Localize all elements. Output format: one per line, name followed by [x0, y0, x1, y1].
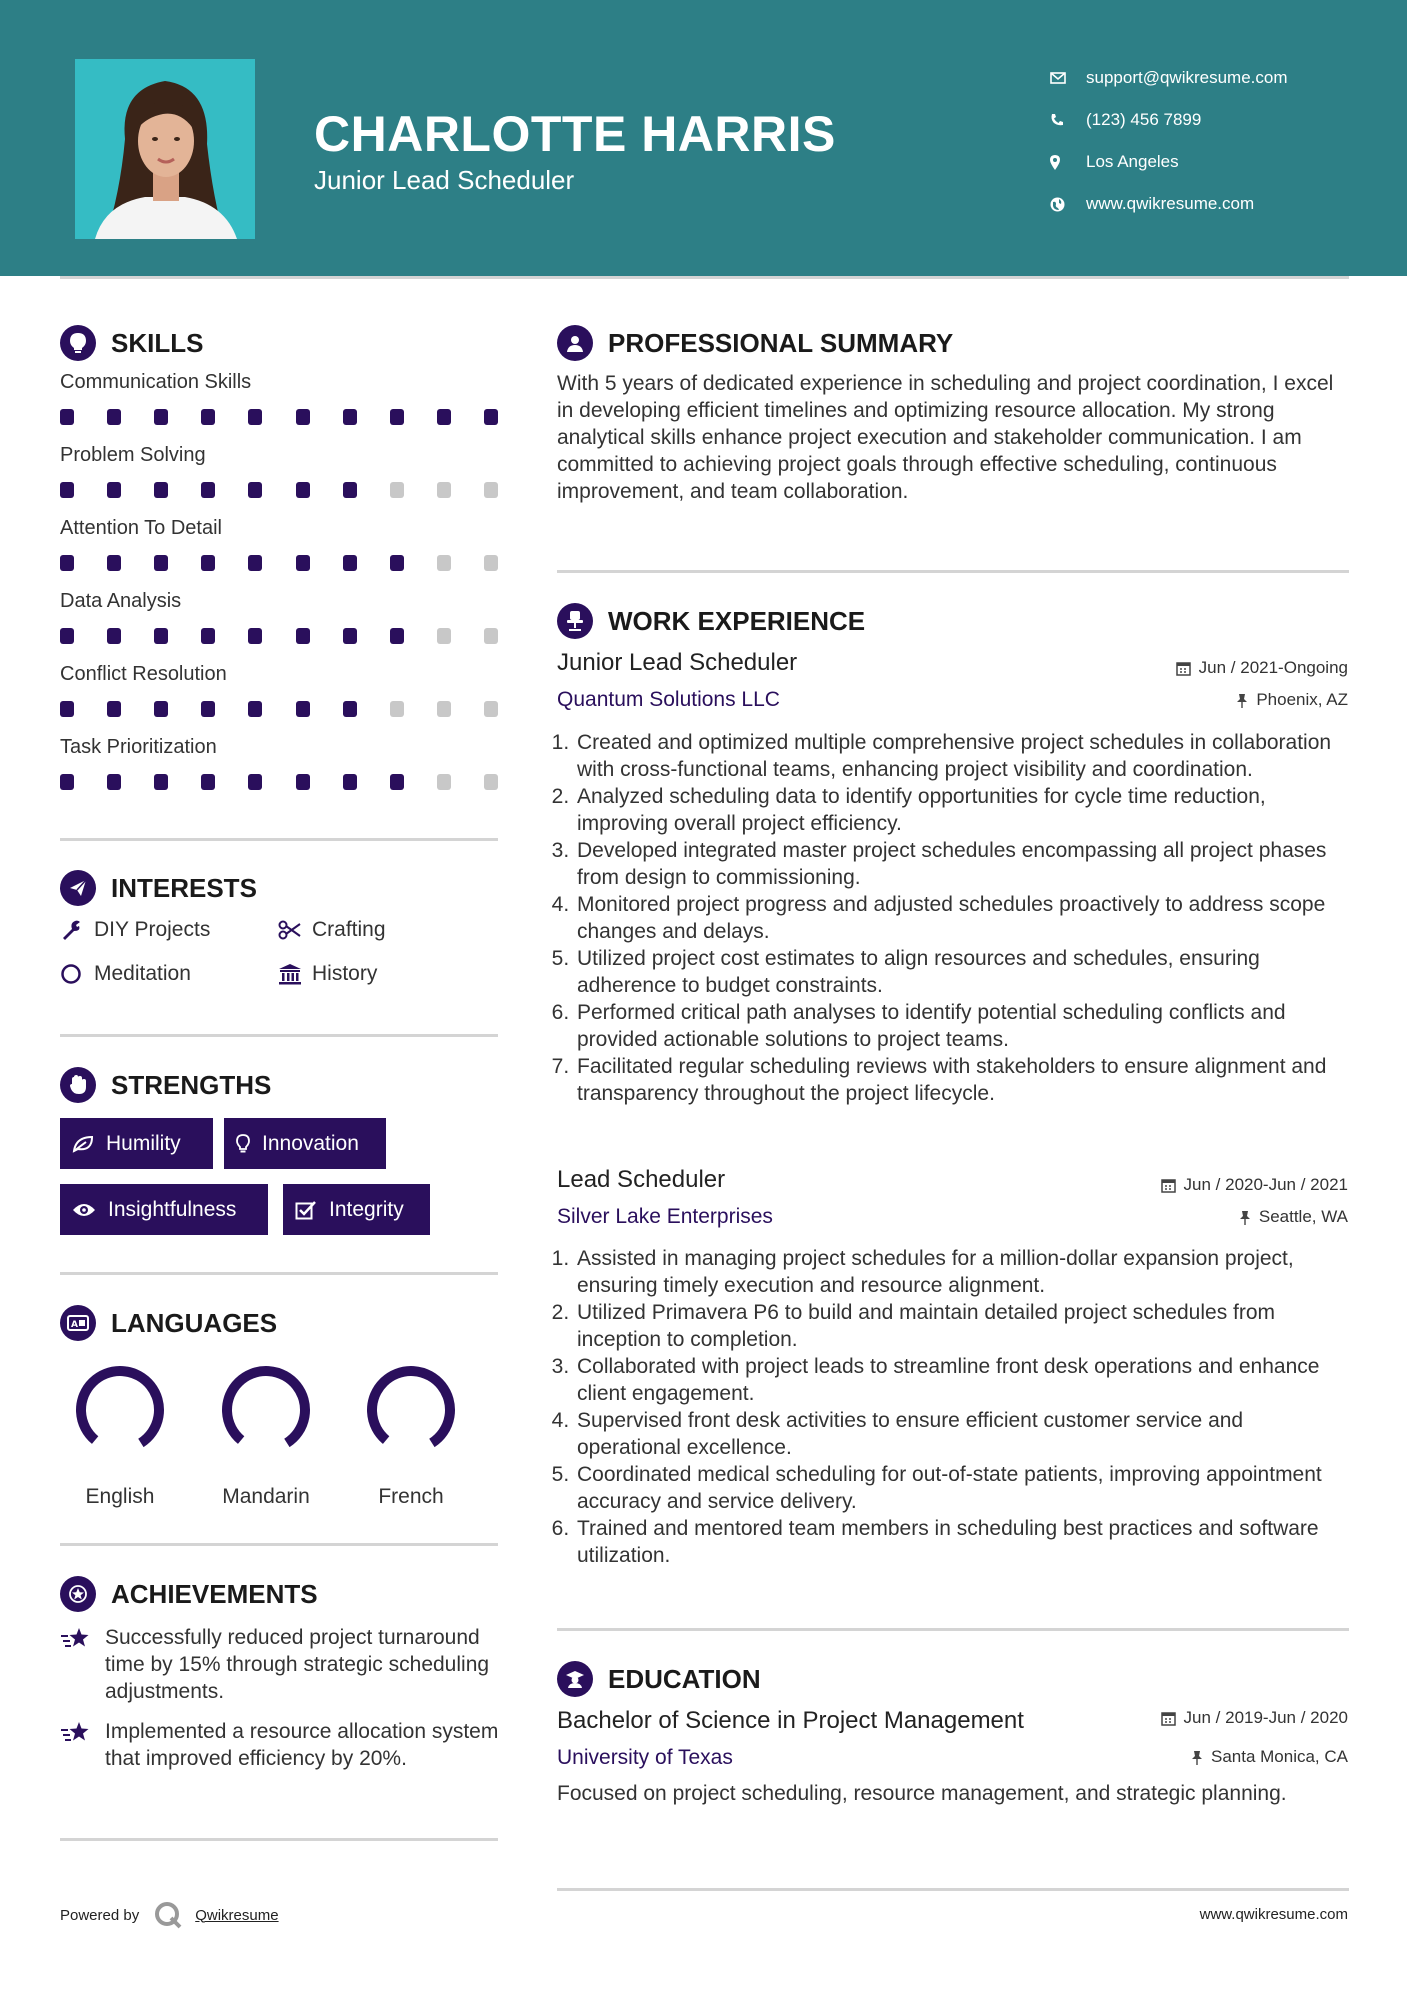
- interests-heading: [60, 870, 257, 906]
- contact-phone[interactable]: [1050, 99, 1288, 141]
- skill-rating-dot: [154, 628, 168, 644]
- skill-name: Data Analysis: [60, 590, 182, 612]
- job-dates: [1161, 1175, 1348, 1195]
- language-progress-ring: [216, 1360, 316, 1460]
- skill-rating-dot: [107, 701, 121, 717]
- skill-rating-dot: [60, 701, 74, 717]
- education-location-text: Santa Monica, CA: [1210, 1747, 1348, 1766]
- footer-website[interactable]: www.qwikresume.com: [1199, 1906, 1348, 1923]
- strength-label: Innovation: [262, 1131, 359, 1155]
- summary-text: With 5 years of dedicated experience in scheduling and project coordination, I excel in developing efficient timelines and optimizing resource allocation. My strong analytical skills enhance project execution and stakeholder communication. I am committed to achieving project goals through effective scheduling, continuous improvement, and team collaboration.: [557, 372, 1334, 503]
- achievement-item: [60, 1624, 500, 1705]
- contact-website[interactable]: [1050, 183, 1288, 225]
- skill-rating-dot: [154, 482, 168, 498]
- skill-item: [60, 444, 500, 498]
- powered-by-text: Powered by: [60, 1906, 140, 1924]
- interests-divider: [60, 1034, 498, 1037]
- job-bullet: 6. Performed critical path analyses to identify potential scheduling conflicts and provided actionable solutions to project teams.: [575, 999, 1352, 1053]
- education-text: Focused on project scheduling, resource management, and strategic planning.: [557, 1782, 1287, 1805]
- footer-powered-by: [60, 1900, 279, 1930]
- skill-rating-dot: [296, 482, 310, 498]
- leaf-icon: [72, 1135, 94, 1153]
- summary-divider: [557, 570, 1349, 573]
- interest-label: History: [312, 962, 378, 985]
- achievement-text: Successfully reduced project turnaround time by 15% through strategic scheduling adjustments.: [105, 1626, 490, 1703]
- skill-rating: [60, 482, 498, 498]
- education-dates-text: Jun / 2019-Jun / 2020: [1183, 1708, 1348, 1727]
- skill-name: Attention To Detail: [60, 517, 222, 539]
- interest-label: DIY Projects: [94, 918, 211, 941]
- lightbulb-icon: [236, 1134, 250, 1154]
- candidate-name: CHARLOTTE HARRIS: [314, 106, 836, 162]
- calendar-icon: [1161, 1711, 1176, 1726]
- header-divider: [60, 276, 1349, 279]
- map-pin-icon: [1050, 155, 1086, 170]
- skill-rating: [60, 701, 498, 717]
- skill-rating-dot: [390, 409, 404, 425]
- job-location-text: Seattle, WA: [1258, 1207, 1348, 1226]
- skill-rating-dot: [60, 555, 74, 571]
- education-heading: [557, 1661, 761, 1697]
- job-bullet: 5. Utilized project cost estimates to align resources and schedules, ensuring adherence to budget constraints.: [575, 945, 1352, 999]
- strength-label: Integrity: [329, 1197, 404, 1221]
- skill-rating-dot: [248, 482, 262, 498]
- education-title: EDUCATION: [608, 1663, 761, 1694]
- job-bullet: 4. Monitored project progress and adjusted schedules proactively to address scope changes and delays.: [575, 891, 1352, 945]
- languages-heading: [60, 1305, 277, 1341]
- job-bullet: 4. Supervised front desk activities to ensure efficient customer service and operational excellence.: [575, 1407, 1352, 1461]
- brand-link[interactable]: Qwikresume: [195, 1906, 279, 1924]
- office-chair-icon: [557, 603, 593, 639]
- education-dates: [1161, 1708, 1348, 1728]
- languages-divider: [60, 1543, 498, 1546]
- skill-rating-dot: [296, 701, 310, 717]
- skill-rating-dot: [201, 555, 215, 571]
- skill-rating: [60, 774, 498, 790]
- skill-rating-dot: [437, 774, 451, 790]
- job-location: [1236, 690, 1348, 710]
- skill-rating-dot: [107, 774, 121, 790]
- skill-rating-dot: [201, 409, 215, 425]
- strengths-title: STRENGTHS: [111, 1069, 272, 1100]
- profile-photo: [75, 59, 255, 239]
- job-bullet: 6. Trained and mentored team members in scheduling best practices and software utilization.: [575, 1515, 1352, 1569]
- achievements-title: ACHIEVEMENTS: [111, 1578, 318, 1609]
- interest-label: Meditation: [94, 962, 191, 985]
- skill-name: Conflict Resolution: [60, 663, 227, 685]
- calendar-icon: [1176, 661, 1191, 676]
- paper-plane-icon: [60, 870, 96, 906]
- skill-rating-dot: [343, 701, 357, 717]
- achievement-text: Implemented a resource allocation system that improved efficiency by 20%.: [105, 1720, 499, 1770]
- skill-rating-dot: [154, 555, 168, 571]
- phone-icon: [1050, 113, 1086, 127]
- job-dates-text: Jun / 2020-Jun / 2021: [1183, 1175, 1348, 1194]
- job-bullet: 1. Created and optimized multiple comprehensive project schedules in collaboration with cross-functional teams, enhancing project visibility and coordination.: [575, 729, 1352, 783]
- skill-rating-dot: [437, 628, 451, 644]
- skill-rating-dot: [296, 628, 310, 644]
- interest-item-crafting: [278, 918, 386, 942]
- circle-icon: [60, 963, 94, 985]
- graduate-icon: [557, 1661, 593, 1697]
- skill-rating-dot: [296, 555, 310, 571]
- language-progress-ring: [361, 1360, 461, 1460]
- job-dates: [1176, 658, 1348, 678]
- skill-rating-dot: [390, 701, 404, 717]
- skill-rating-dot: [343, 628, 357, 644]
- calendar-icon: [1161, 1178, 1176, 1193]
- languages-title: LANGUAGES: [111, 1307, 278, 1338]
- job-bullet: 1. Assisted in managing project schedules for a million-dollar expansion project, ensuring timely execution and resource alignment.: [575, 1245, 1352, 1299]
- pushpin-icon: [1239, 1210, 1251, 1225]
- job-bullet: 2. Analyzed scheduling data to identify opportunities for cycle time reduction, improving overall project efficiency.: [575, 783, 1352, 837]
- education-school: University of Texas: [557, 1746, 733, 1769]
- strengths-divider: [60, 1272, 498, 1275]
- achievement-item: [60, 1718, 500, 1772]
- wrench-icon: [60, 919, 94, 941]
- shooting-star-icon: [60, 1624, 105, 1705]
- job-bullet: 7. Facilitated regular scheduling reviews with stakeholders to ensure alignment and transparency throughout the project lifecycle.: [575, 1053, 1352, 1107]
- experience-title: WORK EXPERIENCE: [608, 605, 866, 636]
- language-card-icon: [60, 1305, 96, 1341]
- job-title: Junior Lead Scheduler: [557, 649, 798, 676]
- pushpin-icon: [1191, 1750, 1203, 1765]
- skill-rating-dot: [484, 482, 498, 498]
- strength-tag-integrity: [283, 1184, 430, 1235]
- contact-website-text: www.qwikresume.com: [1086, 194, 1255, 213]
- job-location-text: Phoenix, AZ: [1256, 690, 1348, 709]
- experience-divider: [557, 1628, 1349, 1631]
- job-bullet: 3. Developed integrated master project schedules encompassing all project phases from design to commissioning.: [575, 837, 1352, 891]
- skill-rating-dot: [437, 409, 451, 425]
- language-label: English: [85, 1485, 155, 1508]
- scissors-icon: [278, 920, 312, 940]
- language-item-french: [341, 1360, 481, 1509]
- job-location: [1239, 1207, 1348, 1227]
- skill-rating-dot: [484, 701, 498, 717]
- strength-label: Humility: [106, 1131, 181, 1155]
- achievements-divider: [60, 1838, 498, 1841]
- skill-rating-dot: [248, 555, 262, 571]
- job-dates-text: Jun / 2021-Ongoing: [1198, 658, 1348, 677]
- skill-rating-dot: [201, 628, 215, 644]
- strength-tag-innovation: [224, 1118, 386, 1169]
- skill-rating-dot: [154, 409, 168, 425]
- skill-rating-dot: [296, 409, 310, 425]
- skill-rating-dot: [343, 482, 357, 498]
- skill-rating-dot: [390, 774, 404, 790]
- contact-phone-text: (123) 456 7899: [1086, 110, 1202, 129]
- skill-rating-dot: [484, 555, 498, 571]
- skill-item: [60, 517, 500, 571]
- contact-list: [1050, 57, 1288, 225]
- lightbulb-icon: [60, 325, 96, 361]
- museum-icon: [278, 963, 312, 985]
- education-location: [1191, 1747, 1348, 1767]
- job-bullet-list: [557, 729, 1352, 1107]
- skill-rating: [60, 628, 498, 644]
- header-banner: [0, 0, 1407, 276]
- skill-rating-dot: [107, 409, 121, 425]
- skill-rating-dot: [248, 409, 262, 425]
- star-badge-icon: [60, 1576, 96, 1612]
- skill-rating-dot: [484, 628, 498, 644]
- skill-rating-dot: [60, 628, 74, 644]
- user-icon: [557, 325, 593, 361]
- skill-rating-dot: [296, 774, 310, 790]
- globe-icon: [1050, 197, 1086, 212]
- skill-rating-dot: [390, 628, 404, 644]
- language-item-english: [50, 1360, 190, 1509]
- checkbox-icon: [295, 1200, 317, 1220]
- job-bullet: 2. Utilized Primavera P6 to build and maintain detailed project schedules from inception to completion.: [575, 1299, 1352, 1353]
- skills-divider: [60, 838, 498, 841]
- summary-heading: [557, 325, 953, 361]
- skill-rating-dot: [60, 774, 74, 790]
- skill-rating-dot: [201, 482, 215, 498]
- envelope-icon: [1050, 72, 1086, 84]
- education-degree: Bachelor of Science in Project Management: [557, 1707, 1024, 1734]
- language-item-mandarin: [196, 1360, 336, 1509]
- strength-tag-humility: [60, 1118, 213, 1169]
- interest-item-diy: [60, 918, 210, 942]
- pushpin-icon: [1236, 693, 1248, 708]
- summary-title: PROFESSIONAL SUMMARY: [608, 327, 954, 358]
- qwikresume-logo-icon: [153, 1900, 183, 1930]
- contact-location-text: Los Angeles: [1086, 152, 1179, 171]
- skill-item: [60, 663, 500, 717]
- skill-name: Communication Skills: [60, 371, 252, 393]
- skill-rating-dot: [390, 482, 404, 498]
- skill-item: [60, 736, 500, 790]
- achievements-heading: [60, 1576, 318, 1612]
- eye-icon: [72, 1202, 96, 1218]
- interest-item-history: [278, 962, 377, 986]
- skill-item: [60, 590, 500, 644]
- skills-heading: [60, 325, 203, 361]
- language-progress-ring: [70, 1360, 170, 1460]
- skill-rating-dot: [201, 701, 215, 717]
- skill-rating-dot: [248, 701, 262, 717]
- skill-rating-dot: [154, 774, 168, 790]
- job-bullet: 5. Coordinated medical scheduling for out-of-state patients, improving appointment accuracy and service delivery.: [575, 1461, 1352, 1515]
- skill-rating-dot: [248, 774, 262, 790]
- skill-rating-dot: [343, 409, 357, 425]
- skill-rating-dot: [201, 774, 215, 790]
- skill-name: Task Prioritization: [60, 736, 217, 758]
- hand-icon: [60, 1067, 96, 1103]
- language-label: French: [378, 1485, 444, 1508]
- skill-rating-dot: [107, 482, 121, 498]
- skill-rating-dot: [154, 701, 168, 717]
- strength-tag-insightfulness: [60, 1184, 268, 1235]
- contact-location: [1050, 141, 1288, 183]
- skill-rating-dot: [60, 409, 74, 425]
- skill-rating-dot: [390, 555, 404, 571]
- skill-rating-dot: [60, 482, 74, 498]
- skill-rating-dot: [343, 774, 357, 790]
- skill-rating-dot: [437, 701, 451, 717]
- strength-label: Insightfulness: [108, 1197, 237, 1221]
- job-company: Silver Lake Enterprises: [557, 1205, 773, 1228]
- contact-email[interactable]: [1050, 57, 1288, 99]
- interests-title: INTERESTS: [111, 872, 257, 903]
- skills-title: SKILLS: [111, 327, 204, 358]
- interest-label: Crafting: [312, 918, 386, 941]
- skill-item: [60, 371, 500, 425]
- shooting-star-icon: [60, 1718, 105, 1772]
- skill-rating: [60, 555, 498, 571]
- language-label: Mandarin: [222, 1485, 310, 1508]
- skill-rating-dot: [107, 628, 121, 644]
- contact-email-text: support@qwikresume.com: [1086, 68, 1288, 87]
- skill-name: Problem Solving: [60, 444, 206, 466]
- candidate-title: Junior Lead Scheduler: [314, 165, 575, 195]
- skill-rating-dot: [437, 482, 451, 498]
- skill-rating-dot: [248, 628, 262, 644]
- skill-rating-dot: [484, 409, 498, 425]
- strengths-heading: [60, 1067, 271, 1103]
- job-bullet-list: [557, 1245, 1352, 1569]
- skill-rating-dot: [484, 774, 498, 790]
- svg-text:A: A: [71, 1320, 78, 1330]
- job-bullet: 3. Collaborated with project leads to streamline front desk operations and enhance client engagement.: [575, 1353, 1352, 1407]
- skill-rating-dot: [343, 555, 357, 571]
- interest-item-meditation: [60, 962, 191, 986]
- education-divider: [557, 1888, 1349, 1891]
- skill-rating-dot: [437, 555, 451, 571]
- job-company: Quantum Solutions LLC: [557, 688, 780, 711]
- job-title: Lead Scheduler: [557, 1166, 726, 1193]
- experience-heading: [557, 603, 865, 639]
- skill-rating-dot: [107, 555, 121, 571]
- skill-rating: [60, 409, 498, 425]
